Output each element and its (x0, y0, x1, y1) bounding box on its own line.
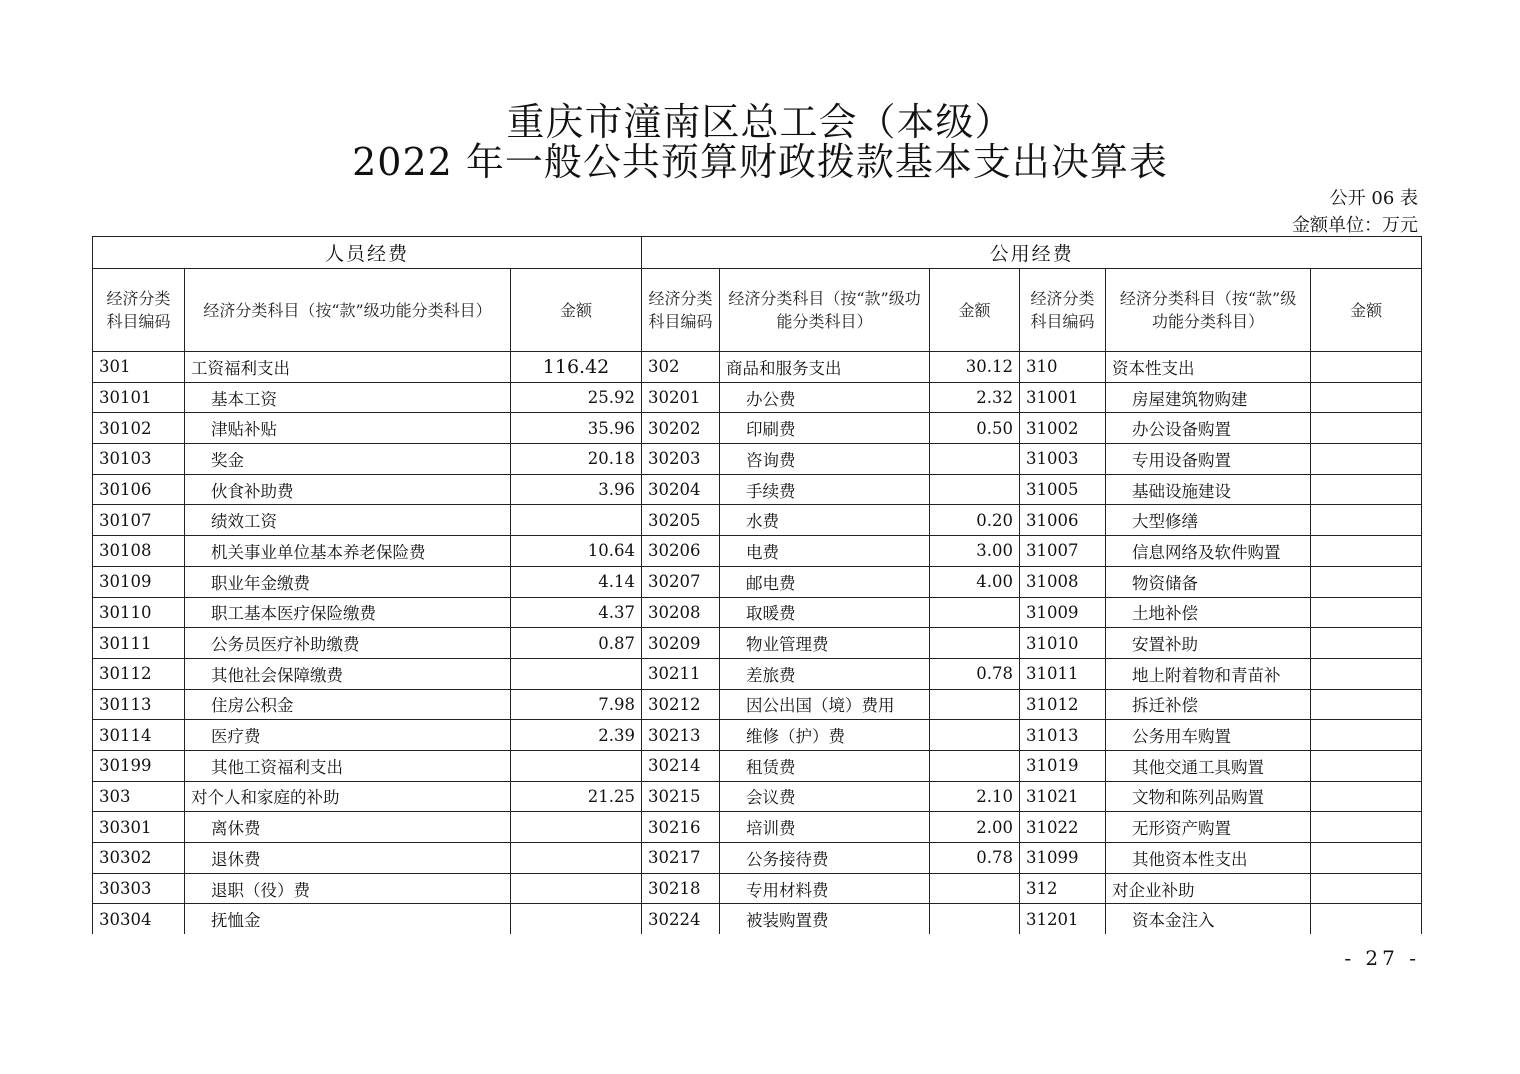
name-cell: 水费 (720, 505, 930, 536)
name-cell: 取暖费 (720, 597, 930, 628)
code-cell: 30213 (642, 720, 720, 751)
header-code: 经济分类科目编码 (642, 269, 720, 352)
code-cell: 30215 (642, 781, 720, 812)
name-cell: 职工基本医疗保险缴费 (185, 597, 511, 628)
header-code: 经济分类科目编码 (1020, 269, 1106, 352)
name-cell: 资本金注入 (1106, 904, 1311, 934)
code-cell: 31008 (1020, 566, 1106, 597)
table-row (93, 536, 1422, 567)
name-cell: 对个人和家庭的补助 (185, 781, 511, 812)
name-cell: 办公设备购置 (1106, 413, 1311, 444)
name-cell: 资本性支出 (1106, 352, 1311, 383)
name-cell: 因公出国（境）费用 (720, 689, 930, 720)
name-cell: 物业管理费 (720, 628, 930, 659)
code-cell: 31019 (1020, 750, 1106, 781)
name-cell: 咨询费 (720, 444, 930, 475)
code-cell: 30202 (642, 413, 720, 444)
code-cell: 312 (1020, 873, 1106, 904)
code-cell: 30216 (642, 812, 720, 843)
amount-cell: 2.10 (930, 781, 1020, 812)
amount-cell: 21.25 (511, 781, 642, 812)
table-row (93, 904, 1422, 934)
code-cell: 30114 (93, 720, 185, 751)
table-number: 公开 06 表 (1329, 188, 1418, 209)
code-cell: 31001 (1020, 382, 1106, 413)
code-cell: 30207 (642, 566, 720, 597)
amount-cell (930, 474, 1020, 505)
amount-cell (1311, 352, 1422, 383)
amount-cell (511, 812, 642, 843)
table-row (93, 505, 1422, 536)
name-cell: 其他资本性支出 (1106, 843, 1311, 874)
page-title-line1: 重庆市潼南区总工会（本级） (506, 100, 1014, 144)
code-cell: 31013 (1020, 720, 1106, 751)
name-cell: 专用设备购置 (1106, 444, 1311, 475)
name-cell: 专用材料费 (720, 873, 930, 904)
amount-cell: 116.42 (511, 352, 642, 383)
name-cell: 机关事业单位基本养老保险费 (185, 536, 511, 567)
name-cell: 基本工资 (185, 382, 511, 413)
name-cell: 租赁费 (720, 750, 930, 781)
name-cell: 伙食补助费 (185, 474, 511, 505)
code-cell: 30107 (93, 505, 185, 536)
name-cell: 住房公积金 (185, 689, 511, 720)
name-cell: 安置补助 (1106, 628, 1311, 659)
name-cell: 其他社会保障缴费 (185, 658, 511, 689)
code-cell: 31012 (1020, 689, 1106, 720)
group-header-public: 公用经费 (642, 237, 1422, 269)
header-name: 经济分类科目（按“款”级功能分类科目） (1106, 269, 1311, 352)
amount-cell (930, 873, 1020, 904)
amount-cell (1311, 658, 1422, 689)
amount-cell (1311, 873, 1422, 904)
name-cell: 其他交通工具购置 (1106, 750, 1311, 781)
amount-cell: 4.14 (511, 566, 642, 597)
code-cell: 30304 (93, 904, 185, 934)
amount-cell (511, 873, 642, 904)
name-cell: 会议费 (720, 781, 930, 812)
amount-cell: 0.50 (930, 413, 1020, 444)
header-amount: 金额 (930, 269, 1020, 352)
amount-cell: 35.96 (511, 413, 642, 444)
amount-cell: 2.32 (930, 382, 1020, 413)
amount-cell (930, 444, 1020, 475)
name-cell: 职业年金缴费 (185, 566, 511, 597)
code-cell: 30218 (642, 873, 720, 904)
table-row (93, 812, 1422, 843)
table-row (93, 566, 1422, 597)
page-title-line2: 2022 年一般公共预算财政拨款基本支出决算表 (352, 140, 1168, 184)
code-cell: 30211 (642, 658, 720, 689)
code-cell: 31099 (1020, 843, 1106, 874)
amount-cell (511, 505, 642, 536)
amount-cell (1311, 750, 1422, 781)
amount-cell (930, 597, 1020, 628)
table-row (93, 658, 1422, 689)
amount-cell: 30.12 (930, 352, 1020, 383)
code-cell: 30113 (93, 689, 185, 720)
table-row (93, 750, 1422, 781)
amount-cell: 2.00 (930, 812, 1020, 843)
amount-cell (930, 628, 1020, 659)
code-cell: 30108 (93, 536, 185, 567)
name-cell: 被装购置费 (720, 904, 930, 934)
code-cell: 30302 (93, 843, 185, 874)
amount-cell (1311, 597, 1422, 628)
table-row (93, 382, 1422, 413)
table-row (93, 474, 1422, 505)
code-cell: 30112 (93, 658, 185, 689)
amount-cell (930, 750, 1020, 781)
amount-cell: 4.00 (930, 566, 1020, 597)
name-cell: 房屋建筑物购建 (1106, 382, 1311, 413)
amount-unit: 金额单位：万元 (1292, 215, 1418, 236)
code-cell: 31002 (1020, 413, 1106, 444)
amount-cell (1311, 843, 1422, 874)
code-cell: 31007 (1020, 536, 1106, 567)
amount-cell: 10.64 (511, 536, 642, 567)
group-header-personnel: 人员经费 (93, 237, 642, 269)
table-row (93, 689, 1422, 720)
amount-cell (930, 904, 1020, 934)
name-cell: 对企业补助 (1106, 873, 1311, 904)
header-code: 经济分类科目编码 (93, 269, 185, 352)
name-cell: 医疗费 (185, 720, 511, 751)
amount-cell: 7.98 (511, 689, 642, 720)
code-cell: 30111 (93, 628, 185, 659)
name-cell: 信息网络及软件购置 (1106, 536, 1311, 567)
amount-cell: 20.18 (511, 444, 642, 475)
page-number: - 27 - (1344, 946, 1420, 970)
code-cell: 30204 (642, 474, 720, 505)
code-cell: 30208 (642, 597, 720, 628)
amount-cell (1311, 904, 1422, 934)
code-cell: 30214 (642, 750, 720, 781)
code-cell: 30199 (93, 750, 185, 781)
code-cell: 303 (93, 781, 185, 812)
amount-cell (511, 843, 642, 874)
name-cell: 拆迁补偿 (1106, 689, 1311, 720)
amount-cell (1311, 720, 1422, 751)
code-cell: 30301 (93, 812, 185, 843)
name-cell: 其他工资福利支出 (185, 750, 511, 781)
amount-cell (1311, 566, 1422, 597)
amount-cell (1311, 812, 1422, 843)
code-cell: 31021 (1020, 781, 1106, 812)
code-cell: 30206 (642, 536, 720, 567)
code-cell: 30110 (93, 597, 185, 628)
amount-cell (930, 720, 1020, 751)
code-cell: 310 (1020, 352, 1106, 383)
code-cell: 30109 (93, 566, 185, 597)
table-row (93, 628, 1422, 659)
name-cell: 退职（役）费 (185, 873, 511, 904)
name-cell: 工资福利支出 (185, 352, 511, 383)
code-cell: 31009 (1020, 597, 1106, 628)
table-row (93, 843, 1422, 874)
amount-cell (1311, 413, 1422, 444)
amount-cell: 4.37 (511, 597, 642, 628)
amount-cell (1311, 382, 1422, 413)
table-row (93, 720, 1422, 751)
name-cell: 手续费 (720, 474, 930, 505)
amount-cell: 0.78 (930, 658, 1020, 689)
amount-cell (1311, 628, 1422, 659)
amount-cell: 3.00 (930, 536, 1020, 567)
header-amount: 金额 (511, 269, 642, 352)
name-cell: 公务接待费 (720, 843, 930, 874)
amount-cell (1311, 505, 1422, 536)
code-cell: 31022 (1020, 812, 1106, 843)
code-cell: 30106 (93, 474, 185, 505)
amount-cell (511, 658, 642, 689)
name-cell: 公务用车购置 (1106, 720, 1311, 751)
name-cell: 抚恤金 (185, 904, 511, 934)
name-cell: 物资储备 (1106, 566, 1311, 597)
code-cell: 30224 (642, 904, 720, 934)
code-cell: 30212 (642, 689, 720, 720)
name-cell: 大型修缮 (1106, 505, 1311, 536)
amount-cell (1311, 536, 1422, 567)
amount-cell: 0.87 (511, 628, 642, 659)
name-cell: 奖金 (185, 444, 511, 475)
name-cell: 邮电费 (720, 566, 930, 597)
table-row (93, 873, 1422, 904)
code-cell: 30217 (642, 843, 720, 874)
code-cell: 30303 (93, 873, 185, 904)
amount-cell (1311, 689, 1422, 720)
amount-cell: 25.92 (511, 382, 642, 413)
amount-cell: 0.78 (930, 843, 1020, 874)
name-cell: 文物和陈列品购置 (1106, 781, 1311, 812)
code-cell: 30101 (93, 382, 185, 413)
amount-cell: 0.20 (930, 505, 1020, 536)
amount-cell (1311, 444, 1422, 475)
name-cell: 地上附着物和青苗补 (1106, 658, 1311, 689)
table-row (93, 413, 1422, 444)
code-cell: 31011 (1020, 658, 1106, 689)
name-cell: 培训费 (720, 812, 930, 843)
code-cell: 31010 (1020, 628, 1106, 659)
table-row (93, 597, 1422, 628)
amount-cell (1311, 474, 1422, 505)
amount-cell: 3.96 (511, 474, 642, 505)
budget-table (92, 236, 1422, 934)
name-cell: 差旅费 (720, 658, 930, 689)
code-cell: 30102 (93, 413, 185, 444)
header-amount: 金额 (1311, 269, 1422, 352)
name-cell: 维修（护）费 (720, 720, 930, 751)
code-cell: 301 (93, 352, 185, 383)
code-cell: 31005 (1020, 474, 1106, 505)
name-cell: 津贴补贴 (185, 413, 511, 444)
amount-cell (511, 750, 642, 781)
amount-cell: 2.39 (511, 720, 642, 751)
code-cell: 302 (642, 352, 720, 383)
code-cell: 30205 (642, 505, 720, 536)
amount-cell (511, 904, 642, 934)
name-cell: 办公费 (720, 382, 930, 413)
table-row (93, 352, 1422, 383)
name-cell: 公务员医疗补助缴费 (185, 628, 511, 659)
name-cell: 印刷费 (720, 413, 930, 444)
table-row (93, 444, 1422, 475)
code-cell: 30201 (642, 382, 720, 413)
header-name: 经济分类科目（按“款”级功能分类科目） (720, 269, 930, 352)
name-cell: 无形资产购置 (1106, 812, 1311, 843)
name-cell: 基础设施建设 (1106, 474, 1311, 505)
name-cell: 退休费 (185, 843, 511, 874)
amount-cell (930, 689, 1020, 720)
code-cell: 30209 (642, 628, 720, 659)
amount-cell (1311, 781, 1422, 812)
name-cell: 土地补偿 (1106, 597, 1311, 628)
code-cell: 30103 (93, 444, 185, 475)
table-row (93, 781, 1422, 812)
code-cell: 31003 (1020, 444, 1106, 475)
code-cell: 30203 (642, 444, 720, 475)
name-cell: 绩效工资 (185, 505, 511, 536)
name-cell: 离休费 (185, 812, 511, 843)
header-name: 经济分类科目（按“款”级功能分类科目） (185, 269, 511, 352)
name-cell: 商品和服务支出 (720, 352, 930, 383)
code-cell: 31006 (1020, 505, 1106, 536)
code-cell: 31201 (1020, 904, 1106, 934)
name-cell: 电费 (720, 536, 930, 567)
